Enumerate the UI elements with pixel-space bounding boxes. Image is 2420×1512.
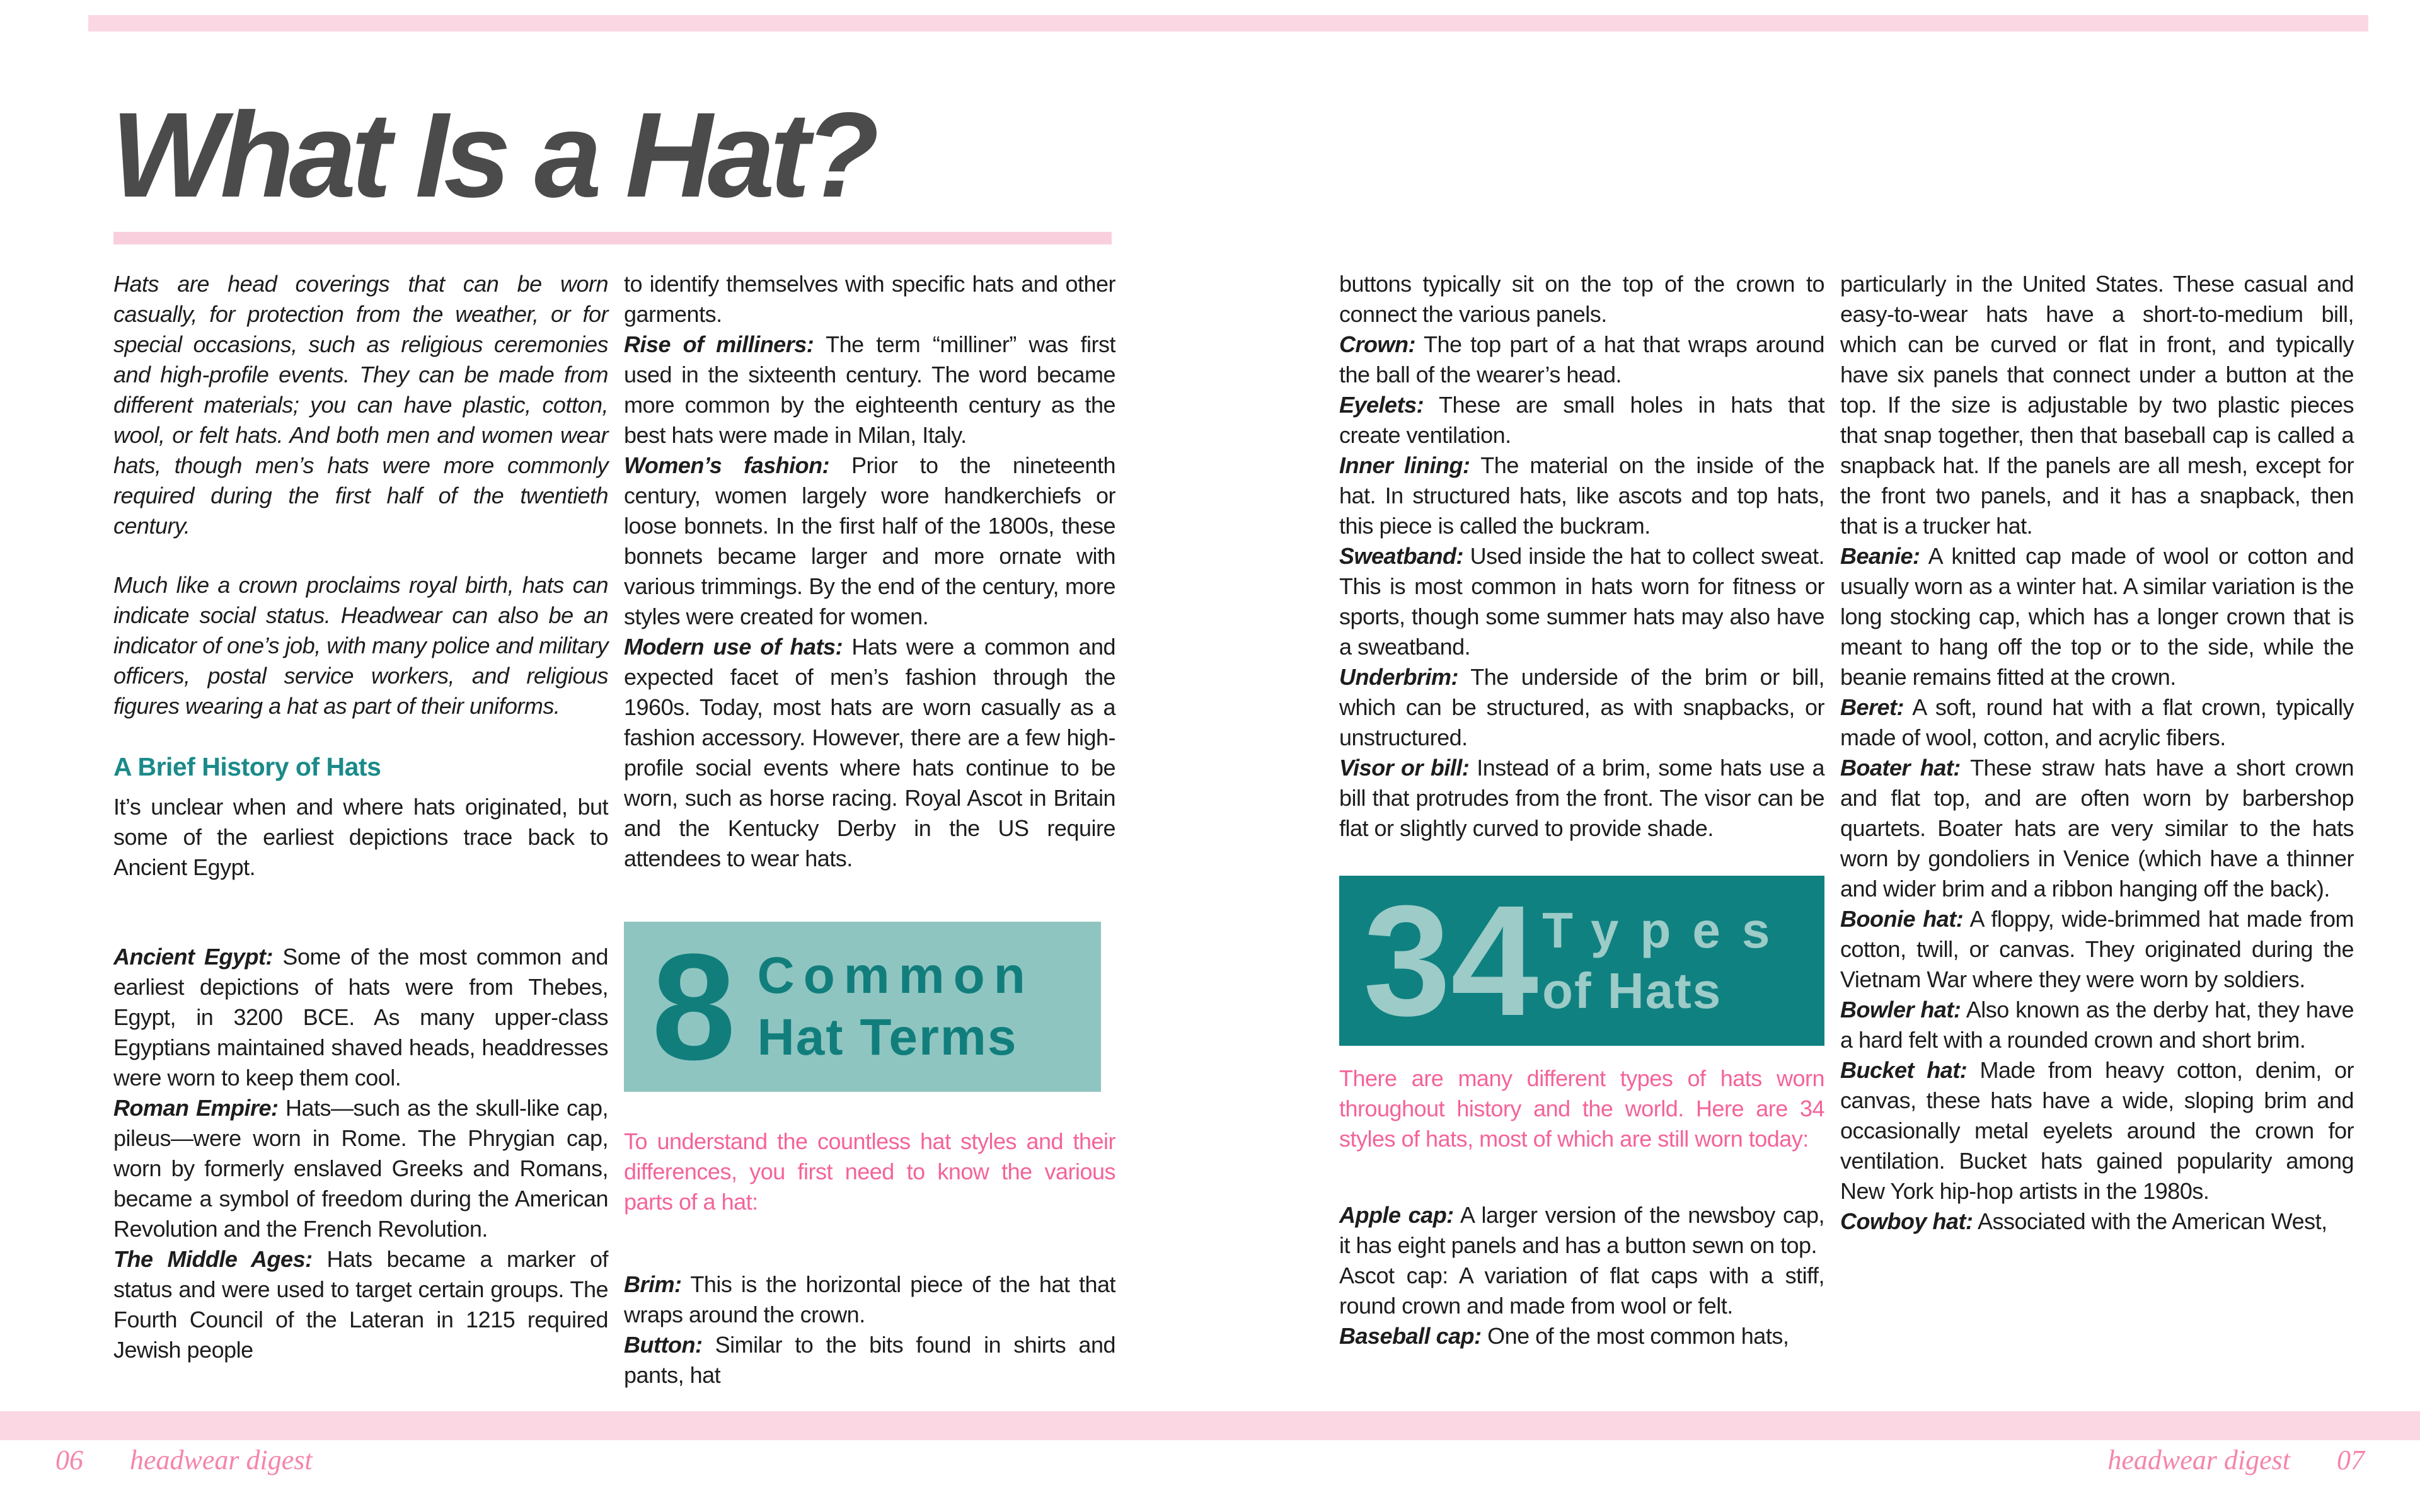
history-definition [113,1093,608,1244]
hat-term [624,1269,1115,1330]
definition-term: Inner lining: [1339,452,1470,478]
definition-text: Associated with the American West, [1973,1208,2327,1234]
definition-term: Boater hat: [1840,755,1961,781]
definition-text: Similar to the bits found in shirts and pants, hat [624,1332,1115,1388]
definition-text: Prior to the nineteenth century, women largely wore handkerchiefs or loose bonnets. In the first half of the 1800s, these bonnets became larger and more ornate with various trimmings. By the end of the century, more styles were created for women. [624,452,1115,629]
definition-term: Women’s fashion: [624,452,830,478]
definition-text: Hats—such as the skull-like cap, pileus—were worn in Rome. The Phrygian cap, worn by formerly enslaved Greeks and Romans, became a symbol of freedom during the American Revolution and the French Revolution. [113,1095,609,1242]
definition-text: The term “milliner” was first used in the sixteenth century. The word became more common by the eighteenth century as the best hats were made in Milan, Italy. [624,331,1116,448]
hat-type [1339,1200,1824,1261]
definition-term: Roman Empire: [113,1095,279,1121]
hat-types-badge-title [1542,900,1791,1021]
hat-term [1339,450,1824,541]
top-accent-strip [88,15,2368,32]
history-definition [624,632,1115,874]
definition-term: Eyelets: [1339,392,1424,418]
hat-term [1339,541,1824,662]
hat-terms-badge-title [757,945,1034,1069]
badge-title-line2: of Hats [1542,963,1722,1019]
definition-text: A knitted cap made of wool or cotton and usually worn as a winter hat. A similar variation is the long stocking cap, which has a longer crown that is meant to hang off the top or to the side, while the beanie remains fitted at the crown. [1840,543,2354,690]
column-1 [113,269,608,1365]
page-number-left: 06 [55,1445,83,1475]
badge-title-line1: Common [757,946,1034,1004]
footer-right [2107,1444,2365,1476]
definition-term: Rise of milliners: [624,331,814,357]
definition-text: Made from heavy cotton, denim, or canvas, these hats have a wide, sloping brim and occasionally metal eyelets around the crown for ventilation. Bucket hats gained popularity among New York hip-hop artists in the 1980s. [1840,1057,2354,1204]
definition-term: Brim: [624,1271,682,1297]
definition-term: Beret: [1840,694,1904,720]
hat-term [1339,753,1824,844]
definition-term: Sweatband: [1339,543,1464,569]
footer-left [55,1444,313,1476]
hat-type [1840,753,2354,904]
definition-term: Beanie: [1840,543,1920,569]
definition-term: Underbrim: [1339,664,1459,690]
page-number-right: 07 [2337,1445,2365,1475]
hat-term [1339,662,1824,753]
definition-text: This is the horizontal piece of the hat that wraps around the crown. [624,1271,1115,1327]
definition-text: These straw hats have a short crown and flat top, and are often worn by barbershop quartets. Boater hats are very similar to the hats worn by gondoliers in Venice (which have a thinner and wider brim and a ribbon hanging off the back). [1840,755,2354,902]
hat-terms-badge [624,922,1101,1092]
badge-title-line2: Hat Terms [757,1009,1018,1066]
bottom-accent-strip [0,1411,2420,1440]
definition-text: Hats were a common and expected facet of men’s fashion through the 1960s. Today, most hats are worn casually as a fashion accessory. However, there are a few high-profile social events where hats continue to be worn, such as horse racing. Royal Ascot in Britain and the Kentucky Derby in the US require attendees to wear hats. [624,634,1115,871]
definition-term: The Middle Ages: [113,1246,313,1272]
definition-term: Button: [624,1332,703,1358]
definition-term: Modern use of hats: [624,634,843,660]
column-3 [1339,269,1824,844]
definition-term: Visor or bill: [1339,755,1470,781]
definition-text: The top part of a hat that wraps around the ball of the wearer’s head. [1339,331,1824,387]
definition-text: A soft, round hat with a flat crown, typically made of wool, cotton, and acrylic fibers. [1840,694,2354,750]
definition-text: Hats became a marker of status and were used to target certain groups. The Fourth Council of the Lateran in 1215 required Jewish people [113,1246,608,1363]
definition-term: Ancient Egypt: [113,944,273,970]
definition-text: Used inside the hat to collect sweat. This is most common in hats worn for fitness or sports, though some summer hats may also have a sweatband. [1339,543,1824,660]
hat-type [1840,995,2354,1055]
definition-text: One of the most common hats, [1481,1323,1789,1349]
definition-term: Baseball cap: [1339,1323,1482,1349]
history-definition [113,942,608,1093]
hat-type [1840,1055,2354,1206]
magazine-name: headwear digest [2107,1445,2290,1475]
hat-type [1339,1321,1824,1351]
history-intro: It’s unclear when and where hats originated, but some of the earliest depictions trace back to Ancient Egypt. [113,794,608,880]
page-title: What Is a Hat? [111,87,874,222]
hat-term [1339,329,1824,390]
definition-term: Bowler hat: [1840,997,1961,1022]
history-definition [624,450,1115,632]
column-2 [624,269,1115,874]
hat-term [624,1330,1115,1390]
title-underline [113,232,1112,244]
intro-paragraph-2: Much like a crown proclaims royal birth, hats can indicate social status. Headwear can also be an indicator of one’s job, with many police and military officers, postal service workers, and religious figures wearing a hat as part of their uniforms. [113,572,608,719]
hat-types-count: 34 [1363,873,1539,1048]
hat-type [1840,692,2354,753]
hat-types-badge [1339,873,1824,1048]
intro-paragraph-1: Hats are head coverings that can be worn casually, for protection from the weather, or for special occasions, such as religious ceremonies and high-profile events. They can be made from different materials; you can have plastic, cotton, wool, or felt hats. And both men and women wear hats, though men’s hats were more commonly required during the first half of the twentieth century. [113,271,608,539]
definition-text: The material on the inside of the hat. In structured hats, like ascots and top hats, this piece is called the buckram. [1339,452,1824,539]
continuation-text: particularly in the United States. These casual and easy-to-wear hats have a short-to-medium bill, which can be curved or flat in front, and typically have six panels that connect under a button at the top. If the size is adjustable by two plastic pieces that snap together, then that baseball cap is called a snapback hat. If the panels are all mesh, except for the front two panels, and it has a snapback, then that is a trucker hat. [1840,271,2354,539]
hat-type [1840,1206,2354,1237]
definition-term: Apple cap: [1339,1202,1454,1228]
hat-type [1840,904,2354,995]
magazine-name: headwear digest [130,1445,313,1475]
hat-terms-lead: To understand the countless hat styles and their differences, you first need to know the various parts of a hat: [624,1128,1115,1215]
definition-text: A floppy, wide-brimmed hat made from cotton, twill, or canvas. They originated during the Vietnam War where they were worn by soldiers. [1840,906,2354,992]
history-section-heading: A Brief History of Hats [113,752,381,781]
hat-terms-count: 8 [652,922,736,1091]
history-definition [113,1244,608,1365]
history-definition [624,329,1115,450]
definition-term: Boonie hat: [1840,906,1964,932]
definition-term: Crown: [1339,331,1415,357]
definition-text: Also known as the derby hat, they have a hard felt with a rounded crown and short brim. [1840,997,2354,1053]
definition-text: These are small holes in hats that create ventilation. [1339,392,1824,448]
hat-types-lead: There are many different types of hats worn throughout history and the world. Here are 34 styles of hats, most of which are still worn today: [1339,1065,1824,1152]
hat-term [1339,390,1824,450]
column-4 [1840,269,2354,1237]
definition-text: Instead of a brim, some hats use a bill that protrudes from the front. The visor can be flat or slightly curved to provide shade. [1339,755,1824,841]
definition-term: Bucket hat: [1840,1057,1968,1083]
definition-text: Ascot cap: A variation of flat caps with a stiff, round crown and made from wool or felt. [1339,1263,1824,1319]
badge-title-line1: Types [1542,902,1792,958]
hat-type [1339,1261,1824,1321]
definition-text: The underside of the brim or bill, which can be structured, as with snapbacks, or unstructured. [1339,664,1824,750]
continuation-text: buttons typically sit on the top of the crown to connect the various panels. [1339,271,1824,327]
hat-types-list-start [1339,1200,1824,1351]
definition-text: A larger version of the newsboy cap, it has eight panels and has a button sewn on top. [1339,1202,1824,1258]
definition-term: Cowboy hat: [1840,1208,1973,1234]
continuation-text: to identify themselves with specific hats and other garments. [624,271,1115,327]
hat-terms-list-start [624,1269,1115,1390]
definition-text: Some of the most common and earliest depictions of hats were from Thebes, Egypt, in 3200 BCE. As many upper-class Egyptians maintained shaved heads, headdresses were worn to keep them cool. [113,944,608,1091]
hat-type [1840,541,2354,692]
